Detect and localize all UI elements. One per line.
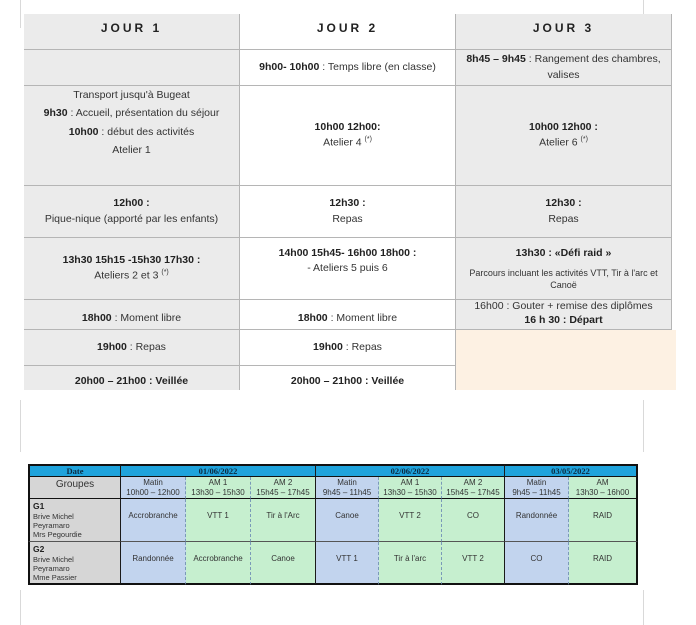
slot-name: AM 2 — [273, 478, 293, 488]
slot-name: AM 1 — [400, 478, 420, 488]
time: 19h00 — [313, 341, 343, 353]
time: 14h00 15h45- 16h00 18h00 : — [278, 247, 417, 259]
time: 18h00 — [297, 311, 328, 324]
slot-name: AM 2 — [463, 478, 483, 488]
activity-cell: VTT 1 — [186, 499, 251, 542]
slot-header — [505, 477, 569, 499]
group-label — [28, 499, 121, 542]
cell-r2-d3 — [456, 86, 672, 186]
page-edge — [643, 0, 644, 14]
cell-r6-d2 — [240, 330, 456, 366]
time: 18h00 — [81, 311, 112, 324]
text: Transport jusqu'à Bugeat — [73, 89, 190, 101]
time: 10h00 — [68, 125, 99, 138]
text: : Accueil, présentation du séjour — [67, 107, 220, 120]
text: Pique-nique (apporté par les enfants) — [44, 212, 219, 225]
text: : Moment libre — [327, 311, 398, 324]
time: 12h30 : — [545, 197, 582, 210]
header-day-2: JOUR 2 — [240, 14, 456, 50]
cell-r2-d1 — [24, 86, 240, 186]
slot-header — [251, 477, 316, 499]
date-header: 01/06/2022 — [121, 464, 316, 477]
activity-cell: VTT 2 — [442, 542, 505, 585]
group-id: G1 — [33, 501, 45, 511]
text: - Ateliers 5 puis 6 — [307, 262, 388, 275]
activity-cell: VTT 1 — [316, 542, 379, 585]
time: 20h00 – 21h00 : Veillée — [74, 374, 189, 387]
time: 9h30 — [43, 107, 68, 120]
footnote-mark: (*) — [580, 136, 588, 144]
page-edge — [20, 590, 21, 625]
footnote-mark: (*) — [161, 269, 169, 277]
slot-name: Matin — [143, 478, 163, 488]
groupes-label: Groupes — [28, 477, 121, 499]
text: 16h00 : Gouter + remise des diplômes — [474, 300, 653, 312]
cell-r1-d3 — [456, 50, 672, 86]
cell-r6-d1 — [24, 330, 240, 366]
time: 16 h 30 : Départ — [524, 313, 603, 326]
slot-name: AM 1 — [208, 478, 228, 488]
slot-time: 13h30 – 15h30 — [191, 487, 245, 497]
cell-r3-d1 — [24, 186, 240, 238]
header-day-3: JOUR 3 — [456, 14, 672, 50]
time: 9h00- 10h00 — [259, 60, 320, 73]
cell-r2-d2 — [240, 86, 456, 186]
cell-r7-d2 — [240, 366, 456, 390]
cell-r5-d3 — [456, 300, 672, 330]
activity-cell: CO — [505, 542, 569, 585]
slot-time: 15h45 – 17h45 — [446, 487, 500, 497]
text: : Repas — [342, 341, 382, 353]
date-label: Date — [28, 464, 121, 477]
activity-cell: RAID — [569, 542, 638, 585]
footnote-mark: (*) — [364, 136, 372, 144]
slot-time: 13h30 – 15h30 — [383, 487, 437, 497]
slot-header — [121, 477, 186, 499]
slot-time: 15h45 – 17h45 — [256, 487, 310, 497]
group-id: G2 — [33, 544, 45, 554]
cell-r1-d2 — [240, 50, 456, 86]
group-member: Mme Passier — [33, 573, 77, 583]
activity-cell: Accrobranche — [186, 542, 251, 585]
cell-r7-d1 — [24, 366, 240, 390]
activity-cell: CO — [442, 499, 505, 542]
cell-r4-d1 — [24, 238, 240, 300]
cell-r5-d2 — [240, 300, 456, 330]
empty-cell — [456, 330, 676, 390]
slot-header — [569, 477, 638, 499]
group-member: Brive Michel — [33, 511, 74, 521]
date-header: 03/05/2022 — [505, 464, 638, 477]
activity-cell: Canoe — [316, 499, 379, 542]
text: Repas — [332, 212, 363, 225]
text: : Moment libre — [111, 311, 182, 324]
text: Repas — [548, 212, 579, 225]
time: 10h00 12h00 : — [529, 121, 598, 134]
time: 10h00 12h00: — [314, 121, 381, 134]
group-member: Brive Michel — [33, 554, 74, 564]
cell-r3-d2 — [240, 186, 456, 238]
slot-name: Matin — [337, 478, 357, 488]
text: : Repas — [126, 341, 166, 353]
text: Atelier 1 — [112, 144, 151, 157]
slot-name: AM — [596, 478, 609, 488]
cell-r4-d3 — [456, 238, 672, 300]
activity-cell: Accrobranche — [121, 499, 186, 542]
slot-time: 9h45 – 11h45 — [512, 487, 561, 497]
slot-header — [379, 477, 442, 499]
time: 20h00 – 21h00 : Veillée — [290, 374, 405, 387]
time: 12h30 : — [329, 197, 366, 210]
group-member: Peyramaro — [33, 521, 70, 530]
text: Atelier 6 — [539, 136, 578, 149]
cell-r3-d3 — [456, 186, 672, 238]
slot-time: 10h00 – 12h00 — [126, 487, 180, 497]
text: : Rangement des chambres, valises — [525, 53, 661, 81]
slot-name: Matin — [526, 478, 547, 488]
activity-cell: Canoe — [251, 542, 316, 585]
page-edge — [20, 400, 21, 452]
schedule-table — [24, 14, 676, 390]
text: : début des activités — [98, 125, 195, 138]
activity-cell: Tir à l'Arc — [251, 499, 316, 542]
cell-r4-d2 — [240, 238, 456, 300]
cell-r1-d1 — [24, 50, 240, 86]
page-edge — [643, 400, 644, 452]
text: Parcours incluant les activités VTT, Tir à l'arc et Canoë — [469, 267, 658, 291]
page-edge — [20, 0, 21, 28]
activity-cell: Randonnée — [505, 499, 569, 542]
time: 12h00 : — [113, 197, 150, 210]
activity-cell: Tir à l'arc — [379, 542, 442, 585]
time: 8h45 – 9h45 — [466, 53, 526, 66]
slot-header — [186, 477, 251, 499]
activity-cell: RAID — [569, 499, 638, 542]
activity-title: 13h30 : «Défi raid » — [515, 246, 612, 259]
slot-time: 13h30 – 16h00 — [575, 487, 630, 497]
cell-r5-d1 — [24, 300, 240, 330]
group-label — [28, 542, 121, 585]
time: 19h00 — [97, 341, 127, 353]
group-member: Mrs Pegourdie — [33, 530, 82, 540]
slot-header — [316, 477, 379, 499]
text: Atelier 4 — [323, 136, 362, 149]
activity-cell: Randonnée — [121, 542, 186, 585]
slot-time: 9h45 – 11h45 — [322, 487, 372, 497]
page-edge — [643, 590, 644, 625]
slot-header — [442, 477, 505, 499]
activity-cell: VTT 2 — [379, 499, 442, 542]
date-header: 02/06/2022 — [316, 464, 505, 477]
groups-table — [28, 464, 638, 586]
group-member: Peyramaro — [33, 564, 70, 573]
header-day-1: JOUR 1 — [24, 14, 240, 50]
text: : Temps libre (en classe) — [319, 60, 436, 73]
time: 13h30 15h15 -15h30 17h30 : — [62, 254, 201, 267]
text: Ateliers 2 et 3 — [94, 269, 159, 282]
